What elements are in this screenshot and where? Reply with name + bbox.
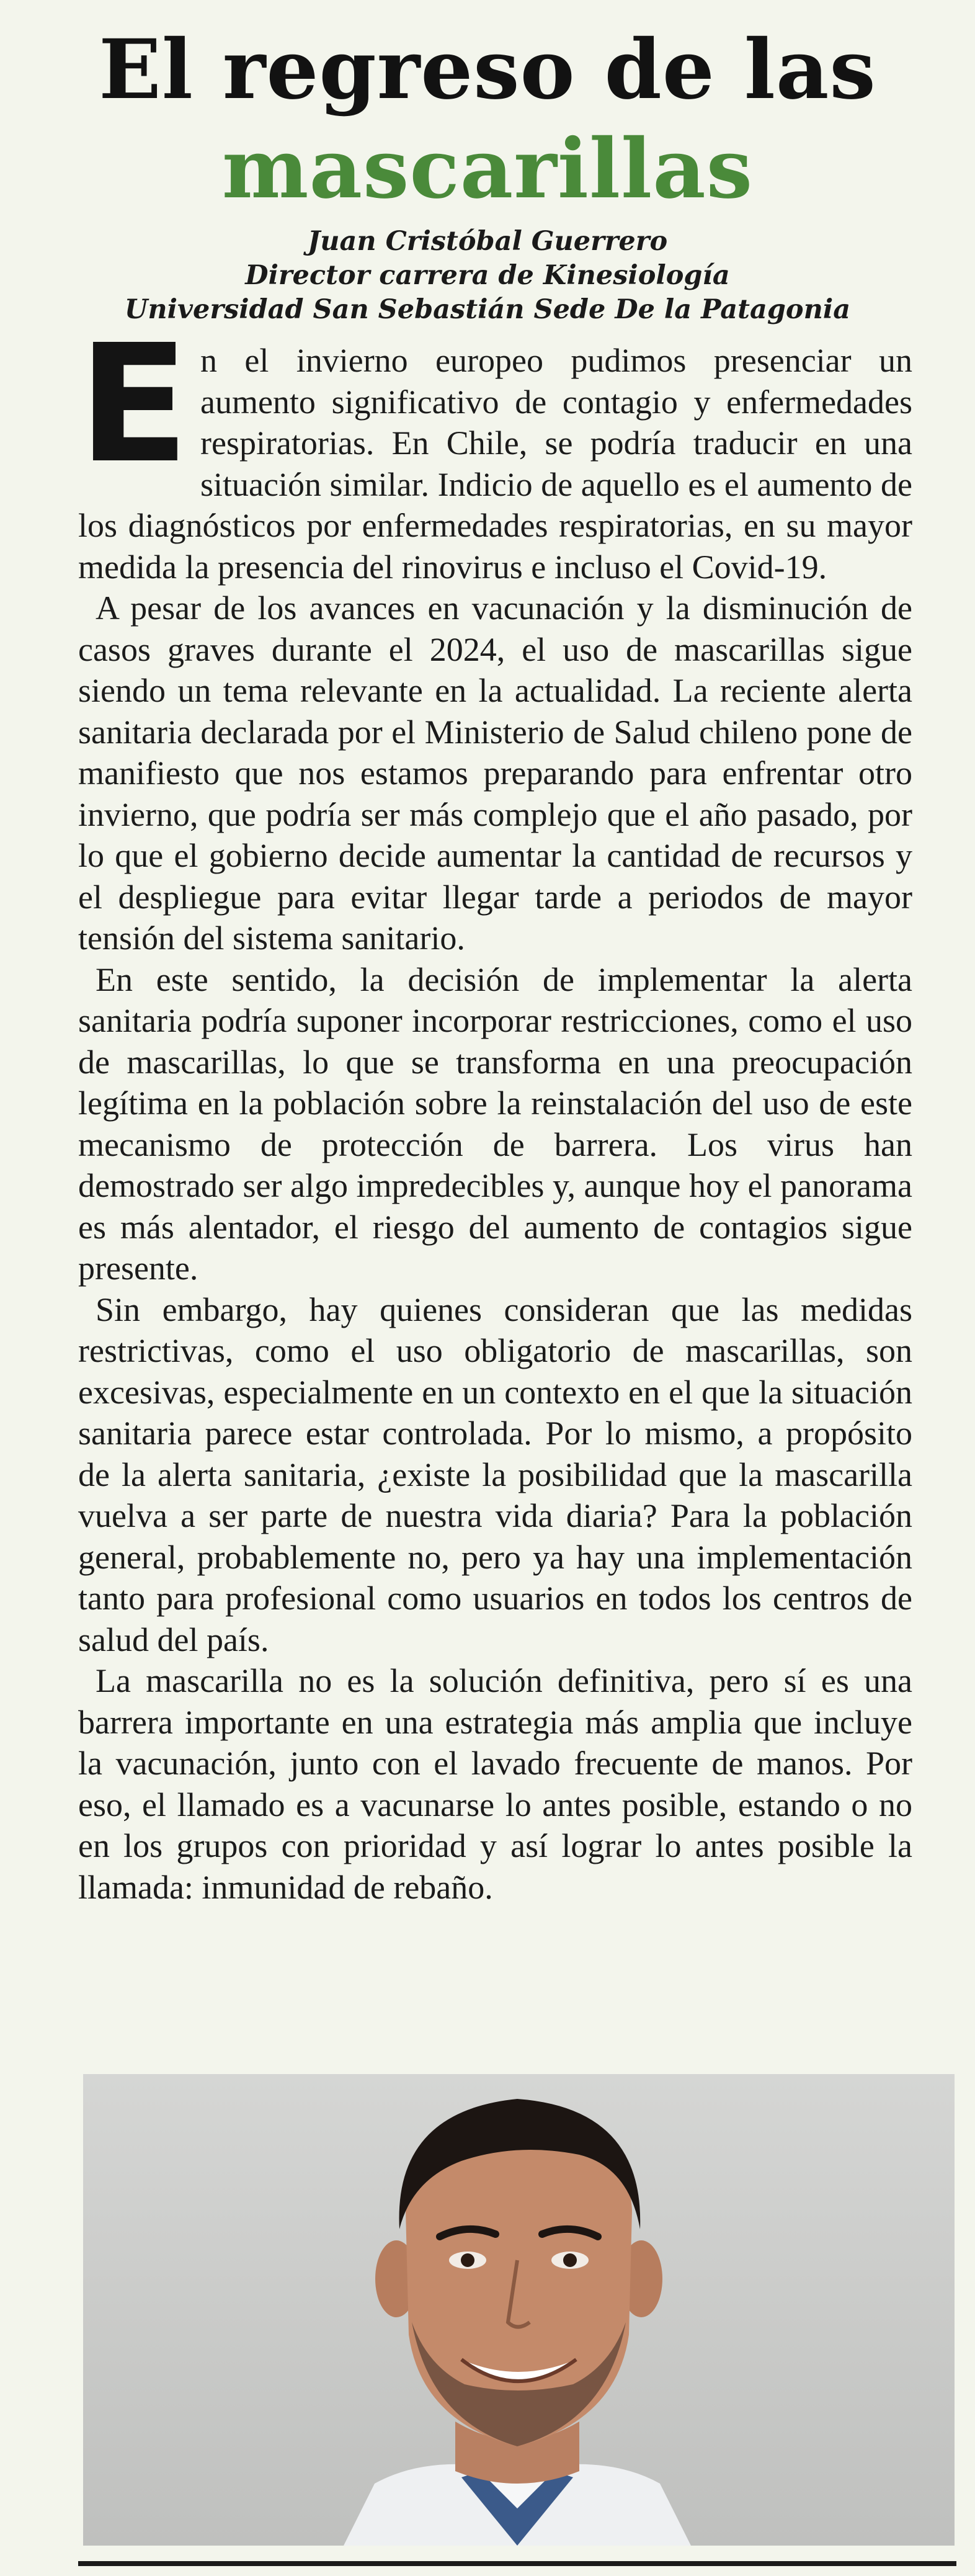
paragraph-3: En este sentido, la decisión de implementar la alerta sanitaria podría suponer incorporar restricciones, como el uso de mascarillas, lo que se transforma en una preocupación legítima en la población sobre la reinstalación del uso de este mecanismo de protección de barrera. Los virus han demostrado ser algo impredecibles y, aunque hoy el panorama es más alentador, el riesgo del aumento de contagios sigue presente. <box>78 960 912 1287</box>
paragraph-1-text: n el invierno europeo pudimos presenciar un aumento significativo de contagio y enfermedades respiratorias. En Chile, se podría traducir en una situación similar. Indicio de aquello es el aumento de los diagnósticos por enfermedades respiratorias, en su mayor medida la presencia del rinovirus e incluso el Covid-19. <box>78 342 912 586</box>
author-name: Juan Cristóbal Guerrero <box>307 226 668 257</box>
headline-line-1: El regreso de las <box>99 22 876 118</box>
paragraph-2: A pesar de los avances en vacunación y la disminución de casos graves durante el 2024, el uso de mascarillas sigue siendo un tema relevante en la actualidad. La reciente alerta sanitaria declarada por el Ministerio de Salud chileno pone de manifiesto que nos estamos preparando para enfrentar otro invierno, que podría ser más complejo que el año pasado, por lo que el gobierno decide aumentar la cantidad de recursos y el despliegue para evitar llegar tarde a periodos de mayor tensión del sistema sanitario. <box>78 589 912 957</box>
article-body <box>78 310 912 1908</box>
headline-line-2: mascarillas <box>221 121 754 217</box>
author-institution: Universidad San Sebastián Sede De la Patagonia <box>124 294 851 325</box>
drop-cap: E <box>78 310 189 499</box>
author-role: Director carrera de Kinesiología <box>245 260 730 291</box>
bottom-divider <box>78 2561 956 2566</box>
author-photo <box>83 2074 955 2546</box>
paragraph-5: La mascarilla no es la solución definitiva, pero sí es una barrera importante en una estrategia más amplia que incluye la vacunación, junto con el lavado frecuente de manos. Por eso, el llamado es a vacunarse lo antes posible, estando o no en los grupos con prioridad y así lograr lo antes posible la llamada: inmunidad de rebaño. <box>78 1662 912 1906</box>
portrait-illustration <box>83 2074 955 2546</box>
paragraph-4: Sin embargo, hay quienes consideran que las medidas restrictivas, como el uso obligatorio de mascarillas, son excesivas, especialmente en un contexto en el que la situación sanitaria parece estar controlada. Por lo mismo, a propósito de la alerta sanitaria, ¿existe la posibilidad que la mascarilla vuelva a ser parte de nuestra vida diaria? Para la población general, probablemente no, pero ya hay una implementación tanto para profesional como usuarios en todos los centros de salud del país. <box>78 1290 912 1658</box>
paragraph-1 <box>78 310 912 588</box>
